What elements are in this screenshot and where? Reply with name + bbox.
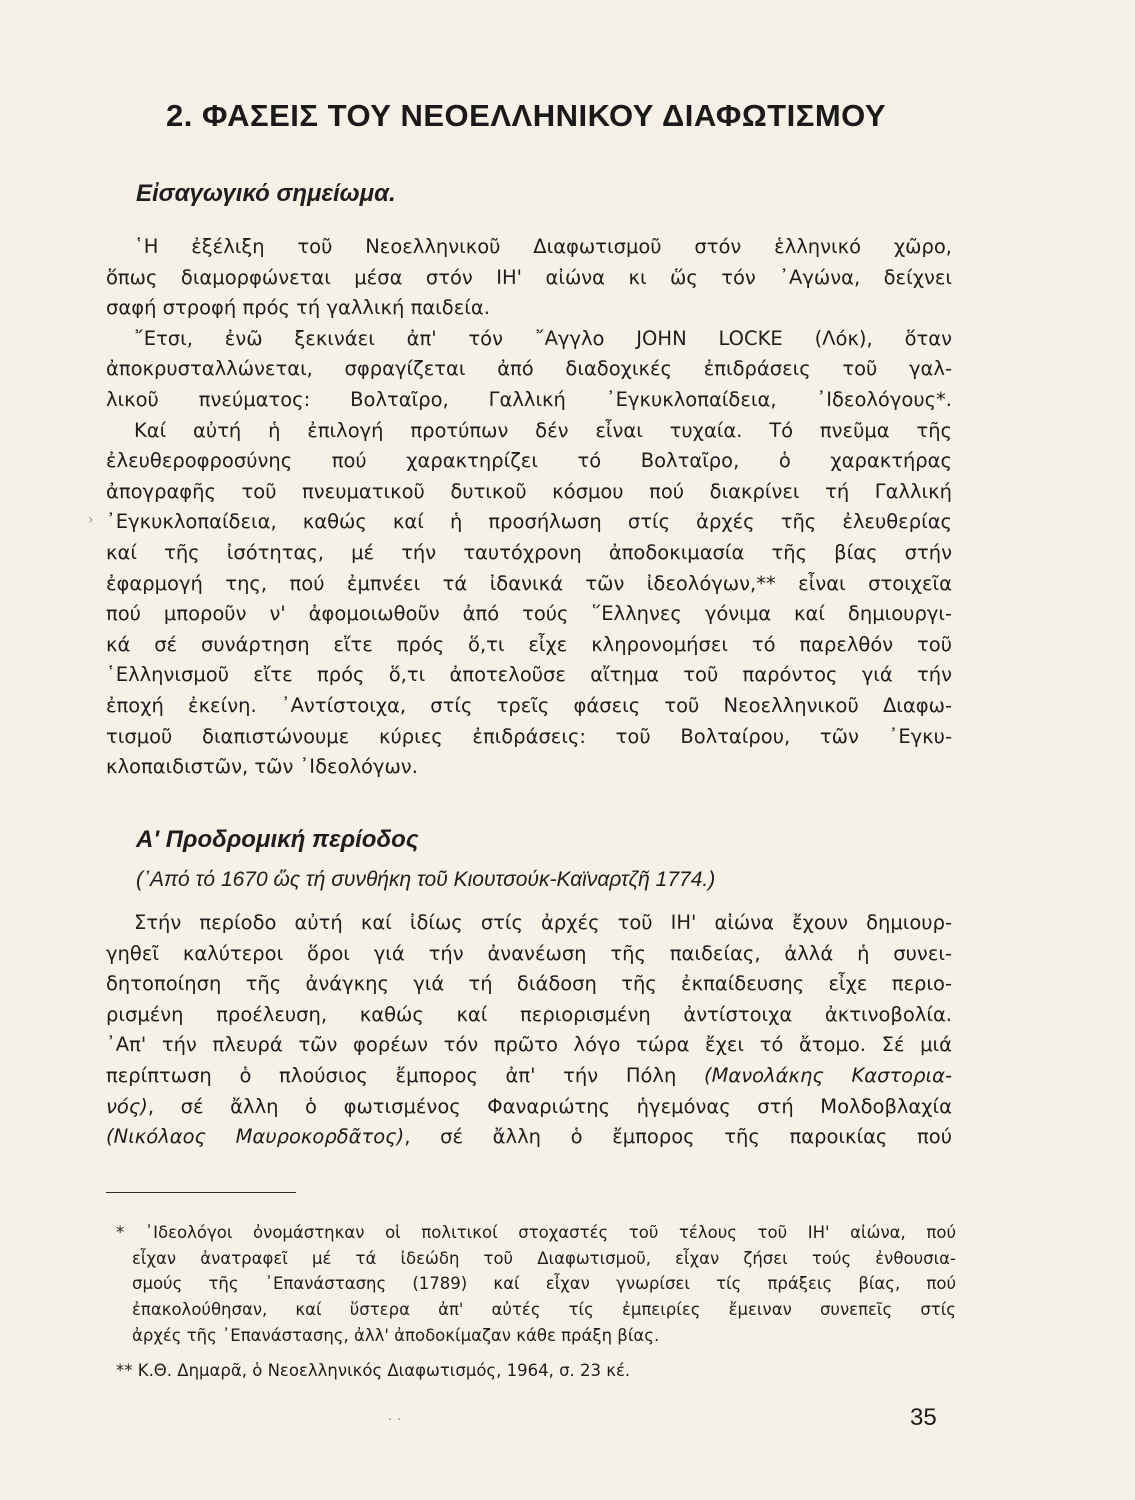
text-line: πού μποροῦν ν' ἀφομοιωθοῦν ἀπό τούς ῞Ελληνες γόνιμα καί δημιουργι- — [106, 602, 952, 626]
footnote-ideologues — [116, 1220, 956, 1348]
footnote-divider — [106, 1192, 296, 1193]
page-number: 35 — [910, 1404, 937, 1431]
text-line: καί τῆς ἰσότητας, μέ τήν ταυτόχρονη ἀποδοκιμασία τῆς βίας στήν — [106, 540, 952, 564]
chapter-title: 2. ΦΑΣΕΙΣ ΤΟΥ ΝΕΟΕΛΛΗΝΙΚΟΥ ΔΙΑΦΩΤΙΣΜΟΥ — [166, 98, 887, 133]
text-line — [106, 1061, 952, 1092]
text-line: λικοῦ πνεύματος: Βολταῖρο, Γαλλική ᾿Εγκυκλοπαίδεια, ᾿Ιδεολόγους*. — [106, 387, 952, 411]
intro-body — [106, 232, 952, 783]
text-line: ἐποχή ἐκείνη. ᾿Αντίστοιχα, στίς τρεῖς φάσεις τοῦ Νεοελληνικοῦ Διαφω- — [106, 693, 952, 717]
text-run: , σέ ἄλλη ὁ φωτισμένος Φαναριώτης ἡγεμόνας στή Μολδοβλαχία — [147, 1094, 952, 1118]
text-line: κλοπαιδιστῶν, τῶν ᾿Ιδεολόγων. — [106, 755, 418, 779]
section-period-note: (᾿Από τό 1670 ὥς τή συνθήκη τοῦ Κιουτσούκ-Καϊναρτζῆ 1774.) — [136, 868, 716, 891]
stray-ink-mark: · · — [388, 1412, 402, 1428]
text-line: ᾿Εγκυκλοπαίδεια, καθώς καί ἡ προσήλωση στίς ἀρχές τῆς ἐλευθερίας — [106, 510, 952, 534]
intro-heading: Εἰσαγωγικό σημείωμα. — [136, 180, 396, 207]
text-line: ὅπως διαμορφώνεται μέσα στόν ΙΗ' αἰώνα κι ὥς τόν ᾿Αγώνα, δείχνει — [106, 265, 952, 289]
text-line: κά σέ συνάρτηση εἴτε πρός ὅ,τι εἶχε κληρονομήσει τό παρελθόν τοῦ — [106, 632, 952, 656]
footnote-line: ἀρχές τῆς ᾿Επανάστασης, ἀλλ' ἀποδοκίμαζαν κάθε πράξη βίας. — [132, 1325, 660, 1345]
footnote-line: εἶχαν ἀνατραφεῖ μέ τά ἰδεώδη τοῦ Διαφωτισμοῦ, εἶχαν ζήσει τούς ἐνθουσια- — [132, 1248, 956, 1268]
text-line: ᾿Απ' τήν πλευρά τῶν φορέων τόν πρῶτο λόγο τώρα ἔχει τό ἄτομο. Σέ μιά — [106, 1033, 952, 1057]
text-line: ρισμένη προέλευση, καθώς καί περιορισμένη ἀντίστοιχα ἀκτινοβολία. — [106, 1002, 952, 1026]
section-heading: Α' Προδρομική περίοδος — [136, 826, 419, 853]
text-line — [106, 1122, 952, 1153]
footnote-line: * ᾿Ιδεολόγοι ὀνομάστηκαν οἱ πολιτικοί στοχαστές τοῦ τέλους τοῦ ΙΗ' αἰώνα, πού — [116, 1223, 956, 1242]
italic-name: (Μανολάκης Καστορια- — [703, 1063, 952, 1087]
text-line: τισμοῦ διαπιστώνουμε κύριες ἐπιδράσεις: τοῦ Βολταίρου, τῶν ᾿Εγκυ- — [106, 724, 952, 748]
footnote-dimaras — [116, 1358, 956, 1384]
text-line: Καί αὐτή ἡ ἐπιλογή προτύπων δέν εἶναι τυχαία. Τό πνεῦμα τῆς — [134, 418, 952, 442]
text-line: ῾Η ἐξέλιξη τοῦ Νεοελληνικοῦ Διαφωτισμοῦ στόν ἑλληνικό χῶρο, — [134, 235, 952, 258]
text-line: γηθεῖ καλύτεροι ὅροι γιά τήν ἀνανέωση τῆς παιδείας, ἀλλά ἡ συνει- — [106, 941, 952, 965]
italic-name: (Νικόλαος Μαυροκορδᾶτος) — [106, 1125, 405, 1149]
text-run: , σέ ἄλλη ὁ ἔμπορος τῆς παροικίας πού — [404, 1125, 952, 1149]
italic-name: νός) — [106, 1094, 148, 1118]
footnote-line: σμούς τῆς ᾿Επανάστασης (1789) καί εἶχαν γνωρίσει τίς πράξεις βίας, πού — [132, 1274, 956, 1294]
footnote-line: ἐπακολούθησαν, καί ὕστερα ἀπ' αὐτές τίς ἐμπειρίες ἔμειναν συνεπεῖς στίς — [132, 1300, 956, 1320]
text-run: περίπτωση ὁ πλούσιος ἔμπορος ἀπ' τήν Πόλη — [106, 1063, 704, 1087]
text-line: σαφή στροφή πρός τή γαλλική παιδεία. — [106, 296, 490, 320]
text-line: ἀποκρυσταλλώνεται, σφραγίζεται ἀπό διαδοχικές ἐπιδράσεις τοῦ γαλ- — [106, 357, 952, 381]
section-body — [106, 908, 952, 1153]
text-line: ἐφαρμογή της, πού ἐμπνέει τά ἰδανικά τῶν ἰδεολόγων,** εἶναι στοιχεῖα — [106, 571, 952, 595]
text-line: Στήν περίοδο αὐτή καί ἰδίως στίς ἀρχές τοῦ ΙΗ' αἰώνα ἔχουν δημιουρ- — [134, 911, 952, 934]
text-line: δητοποίηση τῆς ἀνάγκης γιά τή διάδοση τῆς ἐκπαίδευσης εἶχε περιο- — [106, 972, 952, 996]
margin-mark: › — [88, 512, 94, 528]
text-line: ἀπογραφῆς τοῦ πνευματικοῦ δυτικοῦ κόσμου πού διακρίνει τή Γαλλική — [106, 479, 952, 503]
text-line: ῎Ετσι, ἐνῶ ξεκινάει ἀπ' τόν ῎Αγγλο JOHN LOCKE (Λόκ), ὅταν — [134, 326, 952, 350]
text-line: ἐλευθεροφροσύνης πού χαρακτηρίζει τό Βολταῖρο, ὁ χαρακτήρας — [106, 449, 952, 473]
footnote-line: ** Κ.Θ. Δημαρᾶ, ὁ Νεοελληνικός Διαφωτισμός, 1964, σ. 23 κέ. — [116, 1361, 631, 1380]
text-line: ῾Ελληνισμοῦ εἴτε πρός ὅ,τι ἀποτελοῦσε αἴτημα τοῦ παρόντος γιά τήν — [106, 663, 952, 687]
text-line — [106, 1092, 952, 1123]
